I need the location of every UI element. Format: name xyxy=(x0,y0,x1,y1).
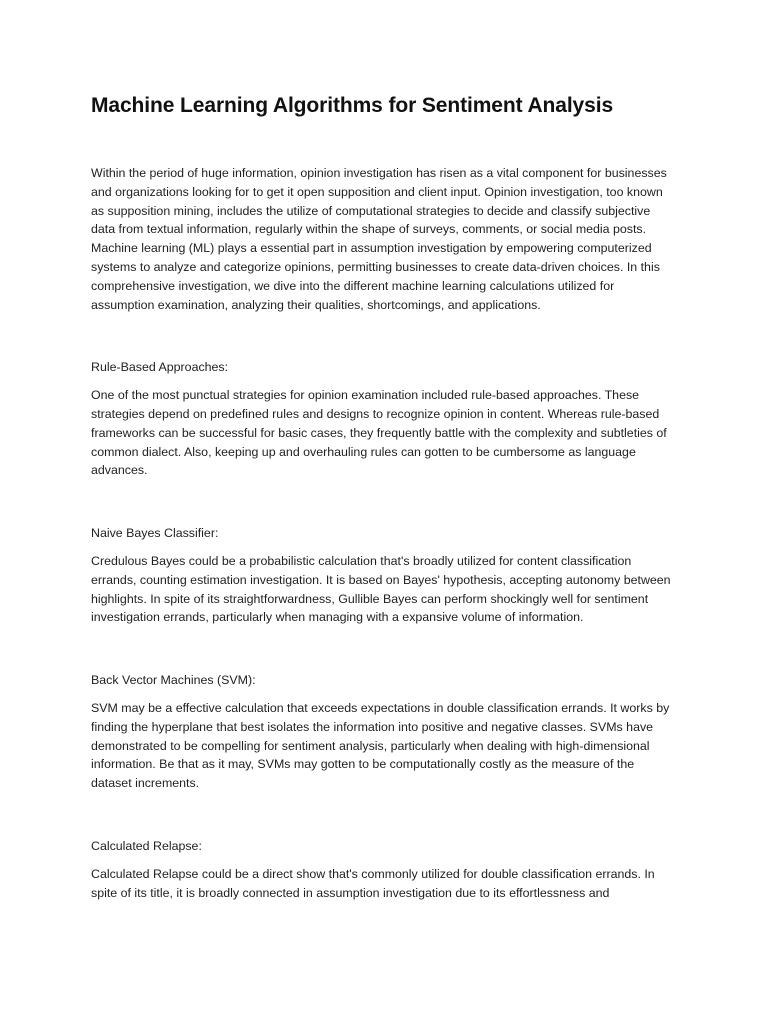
section-heading: Back Vector Machines (SVM): xyxy=(91,673,256,688)
section-heading: Naive Bayes Classifier: xyxy=(91,526,219,541)
section-heading: Rule-Based Approaches: xyxy=(91,360,229,375)
document-title: Machine Learning Algorithms for Sentiment Analysis xyxy=(91,94,614,117)
intro-paragraph: Within the period of huge information, opinion investigation has risen as a vital component for businesses and organizations looking for to get it open supposition and client input. Opinion investigation, too known as supposition mining, includes the utilize of computational strategies to decide and classify subjective data from textual information, regularly within the shape of surveys, comments, or social media posts. Machine learning (ML) plays a essential part in assumption investigation by empowering computerized systems to analyze and categorize opinions, permitting businesses to create data-driven choices. In this comprehensive investigation, we dive into the different machine learning calculations utilized for assumption examination, analyzing their qualities, shortcomings, and applications. xyxy=(91,166,667,312)
section-svm xyxy=(91,671,676,793)
section-naive-bayes xyxy=(91,524,676,627)
section-body: Credulous Bayes could be a probabilistic calculation that's broadly utilized for content classification errands, counting estimation investigation. It is based on Bayes' hypothesis, accepting autonomy between highlights. In spite of its straightforwardness, Gullible Bayes can perform shockingly well for sentiment investigation errands, particularly when managing with a expansive volume of information. xyxy=(91,553,671,625)
section-rule-based xyxy=(91,358,676,480)
section-body: SVM may be a effective calculation that exceeds expectations in double classification errands. It works by finding the hyperplane that best isolates the information into positive and negative classes. SVMs have demonstrated to be compelling for sentiment analysis, particularly when dealing with high-dimensional information. Be that as it may, SVMs may gotten to be computationally costly as the measure of the dataset increments. xyxy=(91,700,670,791)
section-heading: Calculated Relapse: xyxy=(91,838,202,853)
section-logistic-regression xyxy=(91,837,676,902)
section-body: One of the most punctual strategies for opinion examination included rule-based approaches. These strategies depend on predefined rules and designs to recognize opinion in content. Whereas rule-based frameworks can be successful for basic cases, they frequently battle with the complexity and subtleties of common dialect. Also, keeping up and overhauling rules can gotten to be cumbersome as language advances. xyxy=(91,388,667,478)
section-body: Calculated Relapse could be a direct show that's commonly utilized for double classification errands. In spite of its title, it is broadly connected in assumption investigation due to its effortlessness and xyxy=(91,866,655,900)
